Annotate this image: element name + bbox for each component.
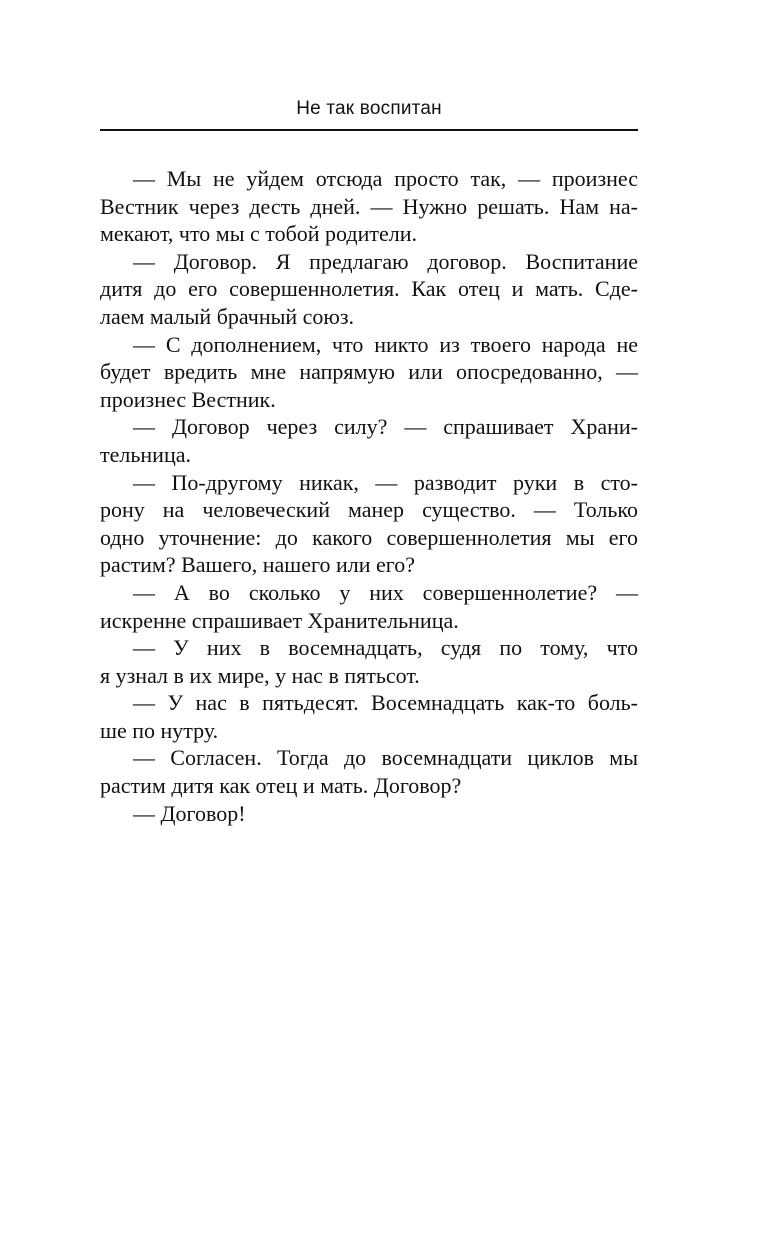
running-head-title: Не так воспитан bbox=[296, 98, 442, 119]
text-line: искренне спрашивает Хранительница. bbox=[100, 607, 459, 633]
text-line: я узнал в их мире, у нас в пятьсот. bbox=[100, 662, 420, 688]
text-line: дитя до его совершеннолетия. Как отец и мать. Сде- bbox=[100, 276, 638, 302]
text-line: — Договор через силу? — спрашивает Храни- bbox=[133, 414, 638, 440]
text-line: одно уточнение: до какого совершеннолетия мы его bbox=[100, 524, 638, 550]
header-rule bbox=[100, 129, 638, 131]
text-line: — У нас в пятьдесят. Восемнадцать как-то боль- bbox=[133, 690, 638, 716]
text-line: растим дитя как отец и мать. Договор? bbox=[100, 773, 462, 799]
body-text bbox=[100, 165, 638, 827]
text-line: — Договор! bbox=[133, 800, 246, 826]
text-line: — Мы не уйдем отсюда просто так, — произнес bbox=[133, 166, 638, 191]
text-line: рону на человеческий манер существо. — Только bbox=[100, 497, 638, 523]
text-line: мекают, что мы с тобой родители. bbox=[100, 221, 418, 247]
text-line: будет вредить мне напрямую или опосредованно, — bbox=[100, 359, 638, 385]
text-line: — У них в восемнадцать, судя по тому, что bbox=[133, 635, 638, 661]
text-line: тельница. bbox=[100, 441, 191, 467]
text-line: ше по нутру. bbox=[100, 717, 219, 743]
text-line: Вестник через десть дней. — Нужно решать. Нам на- bbox=[100, 193, 638, 219]
text-line: растим? Вашего, нашего или его? bbox=[100, 552, 415, 578]
text-line: произнес Вестник. bbox=[100, 386, 276, 412]
text-line: — С дополнением, что никто из твоего народа не bbox=[133, 331, 638, 357]
text-line: — По-другому никак, — разводит руки в сто- bbox=[133, 469, 638, 495]
text-line: — Договор. Я предлагаю договор. Воспитание bbox=[133, 248, 638, 274]
text-line: — Согласен. Тогда до восемнадцати циклов мы bbox=[133, 745, 638, 771]
text-line: — А во сколько у них совершеннолетие? — bbox=[133, 579, 638, 605]
text-line: лаем малый брачный союз. bbox=[100, 303, 355, 329]
